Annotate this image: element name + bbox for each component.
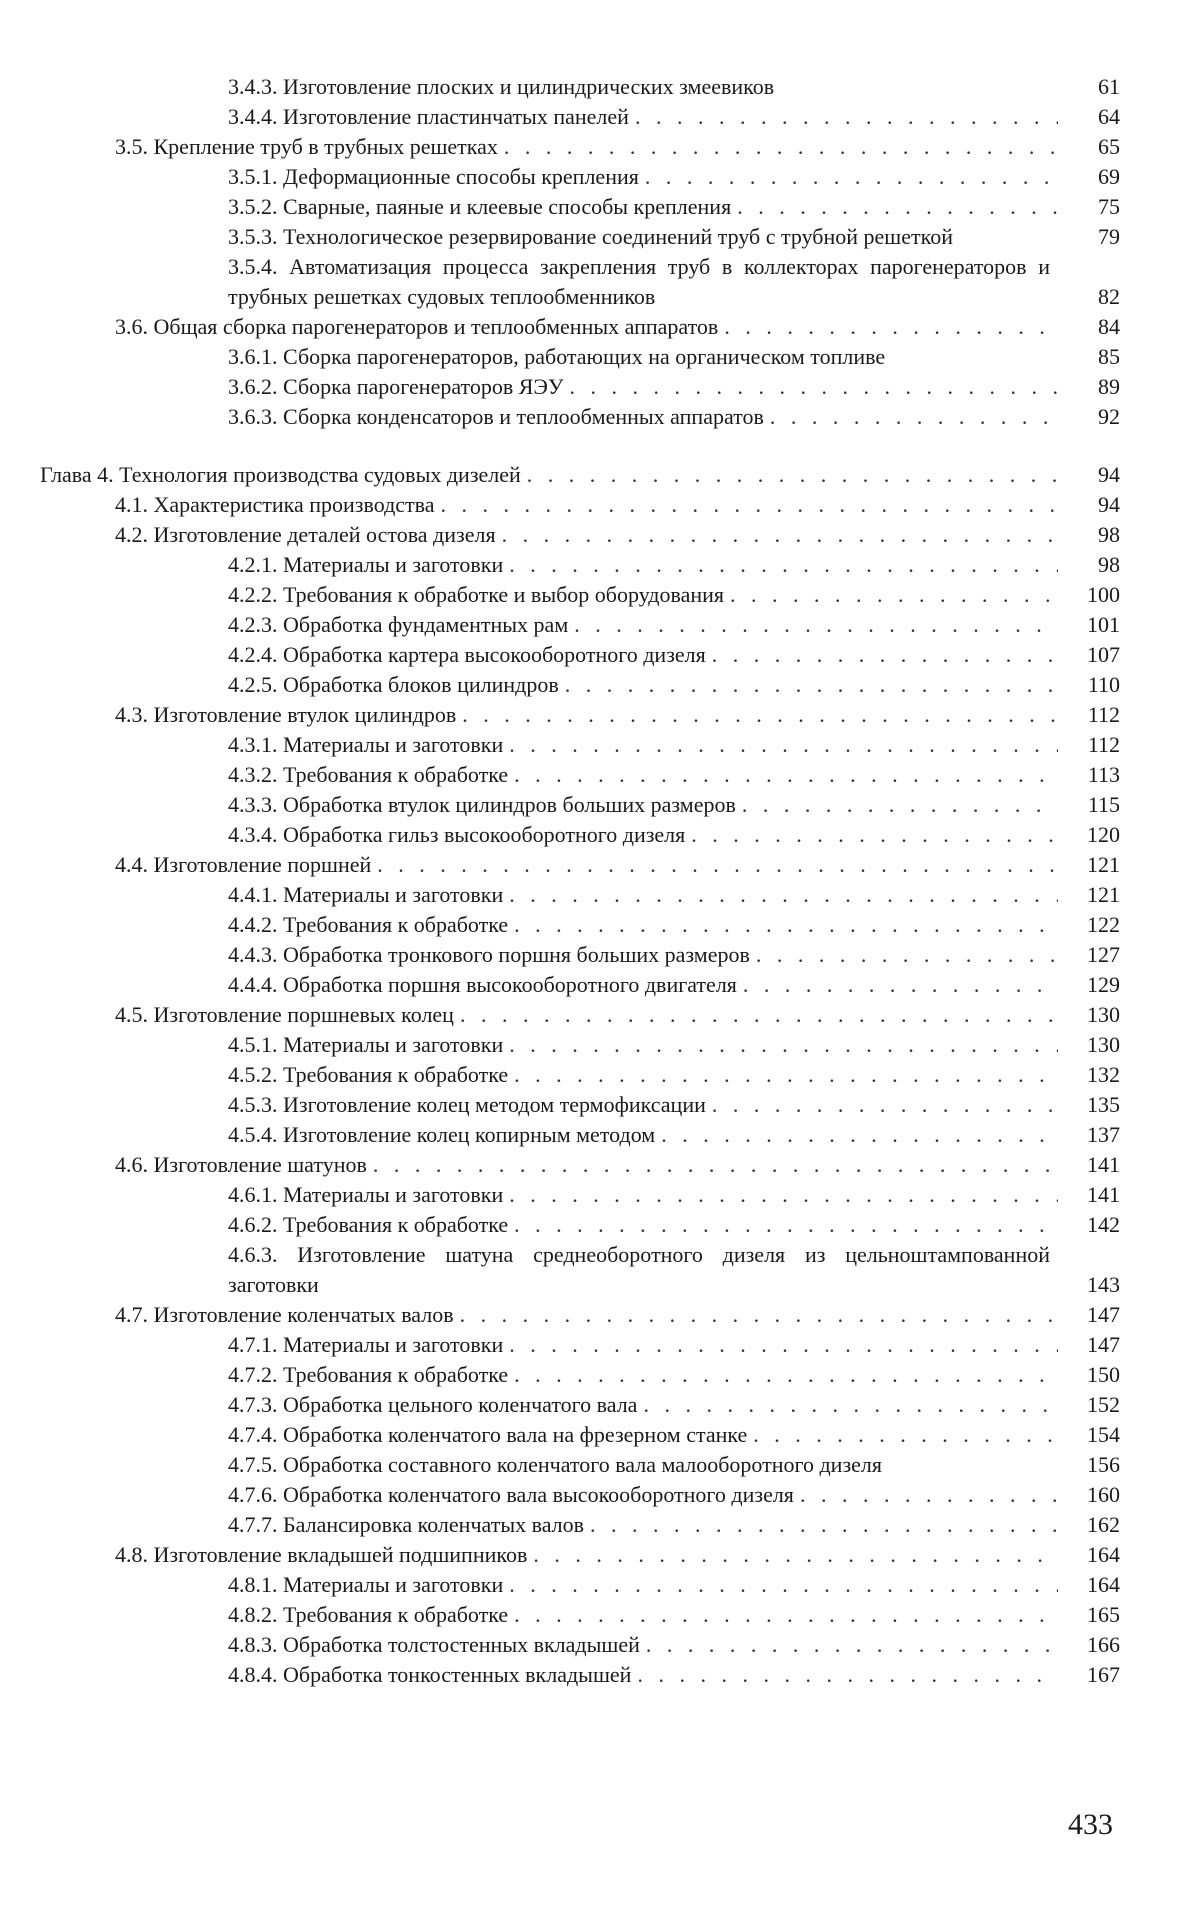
toc-entry [40, 252, 1120, 312]
toc-entry-page: 160 [1087, 1482, 1120, 1507]
page-number: 433 [1068, 1808, 1113, 1841]
toc-leader-dots [730, 580, 1058, 610]
toc-entry [40, 1090, 1120, 1120]
toc-entry-title: 4.5.2. Требования к обработке [228, 1062, 509, 1087]
toc-entry-page: 110 [1087, 672, 1120, 697]
toc-entry-page: 75 [1098, 194, 1120, 219]
toc-entry-title: 3.5.1. Деформационные способы крепления [228, 164, 639, 189]
toc-entry [40, 1330, 1120, 1360]
toc-leader-dots [712, 640, 1058, 670]
toc-entry-title: 4.7.7. Балансировка коленчатых валов [228, 1512, 585, 1537]
toc-entry-page: 129 [1087, 972, 1120, 997]
toc-leader-dots [643, 1390, 1058, 1420]
toc-leader-dots [441, 490, 1058, 520]
toc-entry-title: 3.5.4. Автоматизация процесса закрепления труб в коллекторах парогенераторов и трубных решетках судовых теплообменников [228, 254, 1050, 309]
toc-entry [40, 910, 1120, 940]
toc-entry-title: 4.3.4. Обработка гильз высокооборотного дизеля [228, 822, 686, 847]
toc-entry [40, 550, 1120, 580]
toc-entry [40, 1510, 1120, 1540]
toc-entry-page: 112 [1087, 702, 1120, 727]
toc-entry-page: 94 [1098, 492, 1120, 517]
toc-entry [40, 1030, 1120, 1060]
toc-leader-dots [514, 910, 1058, 940]
toc-entry-page: 130 [1087, 1032, 1120, 1057]
toc-entry [40, 670, 1120, 700]
toc-entry-title: 4.6.1. Материалы и заготовки [228, 1182, 504, 1207]
toc-leader-dots [502, 520, 1058, 550]
toc-entry-page: 135 [1087, 1092, 1120, 1117]
toc-entry-title: 4.4. Изготовление поршней [115, 852, 372, 877]
toc-entry [40, 402, 1120, 432]
toc-leader-dots [509, 1570, 1058, 1600]
toc-entry-page: 79 [1098, 224, 1120, 249]
toc-entry-title: 4.8.1. Материалы и заготовки [228, 1572, 504, 1597]
toc-entry [40, 72, 1120, 102]
toc-entry-page: 142 [1087, 1212, 1120, 1237]
toc-leader-dots [509, 730, 1058, 760]
toc-entry-page: 164 [1087, 1542, 1120, 1567]
toc-entry-page: 137 [1087, 1122, 1120, 1147]
toc-entry-page: 154 [1087, 1422, 1120, 1447]
toc-entry-title: 4.5. Изготовление поршневых колец [115, 1002, 454, 1027]
toc-leader-dots [514, 760, 1058, 790]
toc-entry-title: 4.7.3. Обработка цельного коленчатого вала [228, 1392, 638, 1417]
toc-leader-dots [514, 1360, 1058, 1390]
toc-leader-dots [509, 1030, 1058, 1060]
toc-entry-title: 4.7.5. Обработка составного коленчатого вала малооборотного дизеля [228, 1452, 882, 1477]
toc-leader-dots [509, 550, 1058, 580]
toc-leader-dots [574, 610, 1058, 640]
toc-entry-page: 113 [1087, 762, 1120, 787]
toc-leader-dots [646, 1630, 1058, 1660]
toc-entry-page: 61 [1098, 74, 1120, 99]
toc-entry [40, 520, 1120, 550]
toc-entry-title: 3.6.2. Сборка парогенераторов ЯЭУ [228, 374, 564, 399]
toc-entry-page: 94 [1098, 462, 1120, 487]
toc-entry [40, 1480, 1120, 1510]
toc-leader-dots [800, 1480, 1058, 1510]
toc-leader-dots [570, 372, 1058, 402]
toc-entry [40, 372, 1120, 402]
toc-entry-page: 156 [1087, 1452, 1120, 1477]
toc-entry [40, 1450, 1120, 1480]
toc-entry-title: Глава 4. Технология производства судовых дизелей [40, 462, 521, 487]
toc-entry-page: 64 [1098, 104, 1120, 129]
toc-entry-page: 165 [1087, 1602, 1120, 1627]
toc-leader-dots [756, 940, 1058, 970]
toc-entry-page: 69 [1098, 164, 1120, 189]
toc-leader-dots [737, 192, 1058, 222]
toc-entry-page: 112 [1087, 732, 1120, 757]
toc-entry [40, 1360, 1120, 1390]
toc-entry [40, 460, 1120, 490]
toc-entry-title: 4.6.3. Изготовление шатуна среднеоборотного дизеля из цельноштампованной заготовки [228, 1242, 1050, 1297]
toc-entry [40, 1120, 1120, 1150]
toc-leader-dots [565, 670, 1058, 700]
toc-entry-title: 3.5.2. Сварные, паяные и клеевые способы крепления [228, 194, 732, 219]
toc-entry-page: 82 [1098, 284, 1120, 309]
toc-entry-title: 4.8. Изготовление вкладышей подшипников [115, 1542, 528, 1567]
toc-entry [40, 342, 1120, 372]
toc-leader-dots [504, 132, 1058, 162]
toc-entry-page: 141 [1087, 1152, 1120, 1177]
toc-entry [40, 760, 1120, 790]
toc-leader-dots [460, 1300, 1058, 1330]
toc-entry-title: 3.4.4. Изготовление пластинчатых панелей [228, 104, 629, 129]
table-of-contents [40, 72, 1120, 1690]
toc-entry-page: 167 [1087, 1662, 1120, 1687]
toc-entry [40, 1570, 1120, 1600]
toc-entry-title: 4.7.6. Обработка коленчатого вала высокооборотного дизеля [228, 1482, 794, 1507]
toc-entry-title: 3.5.3. Технологическое резервирование соединений труб с трубной решеткой [228, 224, 953, 249]
toc-entry [40, 132, 1120, 162]
toc-entry-page: 107 [1087, 642, 1120, 667]
toc-entry [40, 610, 1120, 640]
toc-entry-title: 4.1. Характеристика производства [115, 492, 435, 517]
toc-leader-dots [770, 402, 1058, 432]
toc-entry-page: 166 [1087, 1632, 1120, 1657]
toc-leader-dots [514, 1600, 1058, 1630]
toc-entry-page: 162 [1087, 1512, 1120, 1537]
toc-entry [40, 880, 1120, 910]
toc-entry-title: 4.5.4. Изготовление колец копирным методом [228, 1122, 656, 1147]
toc-entry-page: 130 [1087, 1002, 1120, 1027]
toc-entry-title: 4.2.4. Обработка картера высокооборотного дизеля [228, 642, 706, 667]
toc-entry [40, 1630, 1120, 1660]
toc-entry [40, 1210, 1120, 1240]
toc-entry [40, 1180, 1120, 1210]
toc-entry-title: 3.6.1. Сборка парогенераторов, работающих на органическом топливе [228, 344, 886, 369]
toc-entry-title: 4.5.3. Изготовление колец методом термофиксации [228, 1092, 706, 1117]
toc-entry-title: 4.2. Изготовление деталей остова дизеля [115, 522, 496, 547]
toc-entry-title: 4.4.3. Обработка тронкового поршня больших размеров [228, 942, 750, 967]
toc-entry-page: 141 [1087, 1182, 1120, 1207]
toc-entry-page: 98 [1098, 522, 1120, 547]
toc-entry-page: 98 [1098, 552, 1120, 577]
toc-entry [40, 790, 1120, 820]
toc-leader-dots [691, 820, 1058, 850]
toc-entry-title: 4.7. Изготовление коленчатых валов [115, 1302, 454, 1327]
toc-entry [40, 490, 1120, 520]
toc-entry-page: 101 [1087, 612, 1120, 637]
toc-entry-title: 4.3. Изготовление втулок цилиндров [115, 702, 457, 727]
toc-leader-dots [743, 970, 1058, 1000]
toc-leader-dots [514, 1210, 1058, 1240]
toc-entry-title: 3.6.3. Сборка конденсаторов и теплообменных аппаратов [228, 404, 764, 429]
toc-entry-title: 4.3.2. Требования к обработке [228, 762, 509, 787]
toc-leader-dots [460, 1000, 1058, 1030]
toc-leader-dots [527, 460, 1058, 490]
toc-entry [40, 192, 1120, 222]
toc-leader-dots [753, 1420, 1058, 1450]
toc-leader-dots [712, 1090, 1058, 1120]
toc-entry-page: 122 [1087, 912, 1120, 937]
toc-entry [40, 730, 1120, 760]
toc-entry-page: 120 [1087, 822, 1120, 847]
toc-entry [40, 1540, 1120, 1570]
toc-leader-dots [373, 1150, 1058, 1180]
toc-entry-page: 164 [1087, 1572, 1120, 1597]
toc-entry [40, 1300, 1120, 1330]
toc-leader-dots [509, 1180, 1058, 1210]
toc-entry [40, 222, 1120, 252]
toc-entry-title: 3.5. Крепление труб в трубных решетках [115, 134, 498, 159]
toc-entry-title: 4.2.3. Обработка фундаментных рам [228, 612, 569, 637]
toc-entry-title: 4.4.2. Требования к обработке [228, 912, 509, 937]
toc-entry-title: 4.7.4. Обработка коленчатого вала на фрезерном станке [228, 1422, 748, 1447]
toc-entry-title: 4.8.2. Требования к обработке [228, 1602, 509, 1627]
toc-entry [40, 1240, 1120, 1300]
toc-entry-title: 4.3.1. Материалы и заготовки [228, 732, 504, 757]
toc-entry-title: 4.2.1. Материалы и заготовки [228, 552, 504, 577]
toc-entry [40, 1000, 1120, 1030]
toc-entry-page: 84 [1098, 314, 1120, 339]
toc-entry [40, 640, 1120, 670]
toc-entry [40, 970, 1120, 1000]
toc-entry [40, 1390, 1120, 1420]
toc-leader-dots [590, 1510, 1058, 1540]
toc-entry-title: 4.8.3. Обработка толстостенных вкладышей [228, 1632, 640, 1657]
toc-entry [40, 1420, 1120, 1450]
toc-entry-page: 121 [1087, 852, 1120, 877]
toc-entry [40, 312, 1120, 342]
toc-entry [40, 580, 1120, 610]
toc-leader-dots [635, 102, 1058, 132]
toc-entry [40, 940, 1120, 970]
toc-leader-dots [462, 700, 1058, 730]
toc-leader-dots [377, 850, 1058, 880]
toc-leader-dots [509, 1330, 1058, 1360]
toc-entry [40, 102, 1120, 132]
toc-entry [40, 820, 1120, 850]
toc-leader-dots [533, 1540, 1058, 1570]
toc-entry-page: 115 [1087, 792, 1120, 817]
toc-entry-page: 147 [1087, 1332, 1120, 1357]
toc-leader-dots [637, 1660, 1058, 1690]
toc-entry-title: 4.2.5. Обработка блоков цилиндров [228, 672, 559, 697]
toc-entry-page: 127 [1087, 942, 1120, 967]
toc-entry-title: 4.5.1. Материалы и заготовки [228, 1032, 504, 1057]
toc-entry-title: 3.4.3. Изготовление плоских и цилиндрических змеевиков [228, 74, 775, 99]
toc-entry [40, 700, 1120, 730]
toc-entry [40, 1600, 1120, 1630]
toc-entry-page: 150 [1087, 1362, 1120, 1387]
toc-entry-title: 3.6. Общая сборка парогенераторов и теплообменных аппаратов [115, 314, 719, 339]
toc-entry-page: 132 [1087, 1062, 1120, 1087]
toc-entry-page: 65 [1098, 134, 1120, 159]
toc-entry-title: 4.7.1. Материалы и заготовки [228, 1332, 504, 1357]
toc-entry-page: 92 [1098, 404, 1120, 429]
toc-entry [40, 850, 1120, 880]
toc-leader-dots [509, 880, 1058, 910]
toc-entry-page: 147 [1087, 1302, 1120, 1327]
toc-entry-title: 4.3.3. Обработка втулок цилиндров больших размеров [228, 792, 736, 817]
toc-entry [40, 1150, 1120, 1180]
toc-entry-title: 4.6. Изготовление шатунов [115, 1152, 367, 1177]
toc-entry [40, 1060, 1120, 1090]
toc-entry-title: 4.6.2. Требования к обработке [228, 1212, 509, 1237]
toc-entry-title: 4.4.1. Материалы и заготовки [228, 882, 504, 907]
toc-entry-title: 4.7.2. Требования к обработке [228, 1362, 509, 1387]
toc-entry-page: 100 [1087, 582, 1120, 607]
toc-entry [40, 162, 1120, 192]
toc-leader-dots [645, 162, 1058, 192]
toc-entry-page: 143 [1087, 1272, 1120, 1297]
toc-leader-dots [514, 1060, 1058, 1090]
toc-entry-title: 4.2.2. Требования к обработке и выбор оборудования [228, 582, 725, 607]
toc-entry-page: 121 [1087, 882, 1120, 907]
toc-entry-page: 85 [1098, 344, 1120, 369]
toc-entry [40, 1660, 1120, 1690]
toc-leader-dots [742, 790, 1058, 820]
toc-entry-title: 4.8.4. Обработка тонкостенных вкладышей [228, 1662, 632, 1687]
toc-entry-title: 4.4.4. Обработка поршня высокооборотного двигателя [228, 972, 737, 997]
toc-entry-page: 152 [1087, 1392, 1120, 1417]
toc-entry-page: 89 [1098, 374, 1120, 399]
toc-leader-dots [724, 312, 1058, 342]
toc-leader-dots [661, 1120, 1058, 1150]
